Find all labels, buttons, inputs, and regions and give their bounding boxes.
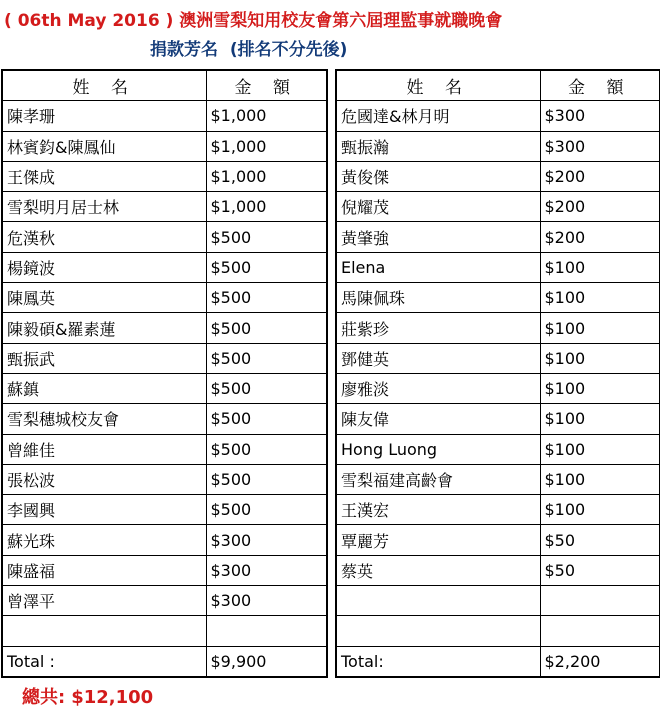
column-header-amount: 金 額 xyxy=(540,70,660,101)
donation-amount: $50 xyxy=(540,525,660,555)
table-row xyxy=(2,616,327,646)
donor-name: 李國興 xyxy=(2,495,206,525)
donor-table-left xyxy=(1,69,328,678)
table-row xyxy=(336,586,660,616)
donation-amount xyxy=(540,586,660,616)
donation-amount: $500 xyxy=(206,434,327,464)
donor-name: 蘇光珠 xyxy=(2,525,206,555)
donor-name: 覃麗芳 xyxy=(336,525,540,555)
donor-name: 陳鳳英 xyxy=(2,283,206,313)
event-name: 澳洲雪梨知用校友會第六屆理監事就職晚會 xyxy=(179,11,503,31)
table-row xyxy=(2,131,327,161)
donation-amount xyxy=(540,616,660,646)
column-header-name: 姓 名 xyxy=(336,70,540,101)
donor-name: 楊鏡波 xyxy=(2,252,206,282)
donor-name: 危漢秋 xyxy=(2,222,206,252)
donation-amount: $500 xyxy=(206,404,327,434)
donation-amount: $1,000 xyxy=(206,192,327,222)
table-row xyxy=(336,161,660,191)
donation-amount: $500 xyxy=(206,343,327,373)
donor-name: 廖雅淡 xyxy=(336,373,540,403)
donor-name xyxy=(336,586,540,616)
donation-amount: $500 xyxy=(206,222,327,252)
grand-total-label: 總共: xyxy=(22,687,66,708)
donation-amount: $500 xyxy=(206,464,327,494)
donor-name: 馬陳佩珠 xyxy=(336,283,540,313)
total-row xyxy=(2,646,327,677)
table-row xyxy=(2,464,327,494)
column-header-name: 姓 名 xyxy=(2,70,206,101)
donation-amount: $300 xyxy=(206,586,327,616)
donor-name xyxy=(2,616,206,646)
donation-amount: $100 xyxy=(540,283,660,313)
grand-total xyxy=(22,683,159,709)
grand-total-value: $12,100 xyxy=(71,687,154,708)
table-row xyxy=(336,495,660,525)
donation-amount: $1,000 xyxy=(206,131,327,161)
total-row xyxy=(336,646,660,677)
table-row xyxy=(2,373,327,403)
donation-amount: $1,000 xyxy=(206,101,327,131)
table-row xyxy=(336,313,660,343)
donor-name: 雪梨明月居士林 xyxy=(2,192,206,222)
table-row xyxy=(2,161,327,191)
donor-name: 甄振瀚 xyxy=(336,131,540,161)
donation-amount: $500 xyxy=(206,495,327,525)
donation-amount: $100 xyxy=(540,343,660,373)
table-row xyxy=(2,525,327,555)
donor-name: Elena xyxy=(336,252,540,282)
donor-name: 陳孝珊 xyxy=(2,101,206,131)
header-row xyxy=(336,70,660,101)
donor-name: 黃肇強 xyxy=(336,222,540,252)
column-header-amount: 金 額 xyxy=(206,70,327,101)
header-row xyxy=(2,70,327,101)
table-row xyxy=(336,283,660,313)
donor-name: 林賓鈞&陳鳳仙 xyxy=(2,131,206,161)
table-row xyxy=(336,434,660,464)
table-row xyxy=(336,343,660,373)
subtitle-text: 捐款芳名 xyxy=(150,40,218,60)
donation-amount: $200 xyxy=(540,192,660,222)
donor-table-right xyxy=(335,69,660,678)
donor-name: 王漢宏 xyxy=(336,495,540,525)
donor-name: 黃俊傑 xyxy=(336,161,540,191)
donor-name: 蔡英 xyxy=(336,555,540,585)
donor-name: 曾澤平 xyxy=(2,586,206,616)
donor-name: 莊紫珍 xyxy=(336,313,540,343)
total-label: Total : xyxy=(2,646,206,677)
donation-amount: $500 xyxy=(206,373,327,403)
table-row xyxy=(2,404,327,434)
donation-amount: $200 xyxy=(540,161,660,191)
donation-amount xyxy=(206,616,327,646)
donor-name: 陳毅碩&羅素蓮 xyxy=(2,313,206,343)
table-row xyxy=(2,252,327,282)
donor-name: 鄧健英 xyxy=(336,343,540,373)
table-row xyxy=(336,101,660,131)
table-row xyxy=(336,373,660,403)
donation-amount: $300 xyxy=(540,131,660,161)
donor-name: 危國達&林月明 xyxy=(336,101,540,131)
table-row xyxy=(2,192,327,222)
table-row xyxy=(2,343,327,373)
table-row xyxy=(336,464,660,494)
donation-amount: $100 xyxy=(540,404,660,434)
donation-amount: $100 xyxy=(540,464,660,494)
donation-amount: $50 xyxy=(540,555,660,585)
table-row xyxy=(2,495,327,525)
donor-name: Hong Luong xyxy=(336,434,540,464)
donation-amount: $100 xyxy=(540,495,660,525)
donor-name: 王傑成 xyxy=(2,161,206,191)
donor-name: 倪耀茂 xyxy=(336,192,540,222)
total-value: $9,900 xyxy=(206,646,327,677)
donation-amount: $300 xyxy=(540,101,660,131)
table-row xyxy=(336,616,660,646)
table-row xyxy=(2,101,327,131)
donor-name: 陳盛福 xyxy=(2,555,206,585)
table-row xyxy=(336,525,660,555)
table-row xyxy=(2,434,327,464)
document-subtitle xyxy=(150,35,347,59)
donation-amount: $500 xyxy=(206,252,327,282)
donor-name: 張松波 xyxy=(2,464,206,494)
donor-name: 陳友偉 xyxy=(336,404,540,434)
total-value: $2,200 xyxy=(540,646,660,677)
donor-name: 雪梨福建高齡會 xyxy=(336,464,540,494)
donation-amount: $500 xyxy=(206,313,327,343)
table-row xyxy=(2,555,327,585)
donor-name: 甄振武 xyxy=(2,343,206,373)
donation-amount: $300 xyxy=(206,525,327,555)
table-row xyxy=(336,252,660,282)
ordering-note: (排名不分先後) xyxy=(229,40,348,60)
donation-amount: $500 xyxy=(206,283,327,313)
table-row xyxy=(336,404,660,434)
donation-amount: $100 xyxy=(540,313,660,343)
donor-name xyxy=(336,616,540,646)
donation-amount: $100 xyxy=(540,434,660,464)
donation-amount: $100 xyxy=(540,373,660,403)
table-row xyxy=(2,222,327,252)
table-row xyxy=(336,555,660,585)
table-row xyxy=(336,131,660,161)
document-title xyxy=(4,6,660,32)
table-row xyxy=(2,313,327,343)
table-row xyxy=(2,283,327,313)
donation-amount: $100 xyxy=(540,252,660,282)
donor-name: 雪梨穗城校友會 xyxy=(2,404,206,434)
table-row xyxy=(336,222,660,252)
donor-name: 曾維佳 xyxy=(2,434,206,464)
donation-amount: $300 xyxy=(206,555,327,585)
event-date: ( 06th May 2016 ) xyxy=(4,11,174,31)
donor-name: 蘇鎮 xyxy=(2,373,206,403)
total-label: Total: xyxy=(336,646,540,677)
table-row xyxy=(336,192,660,222)
table-row xyxy=(2,586,327,616)
donation-amount: $1,000 xyxy=(206,161,327,191)
donation-amount: $200 xyxy=(540,222,660,252)
